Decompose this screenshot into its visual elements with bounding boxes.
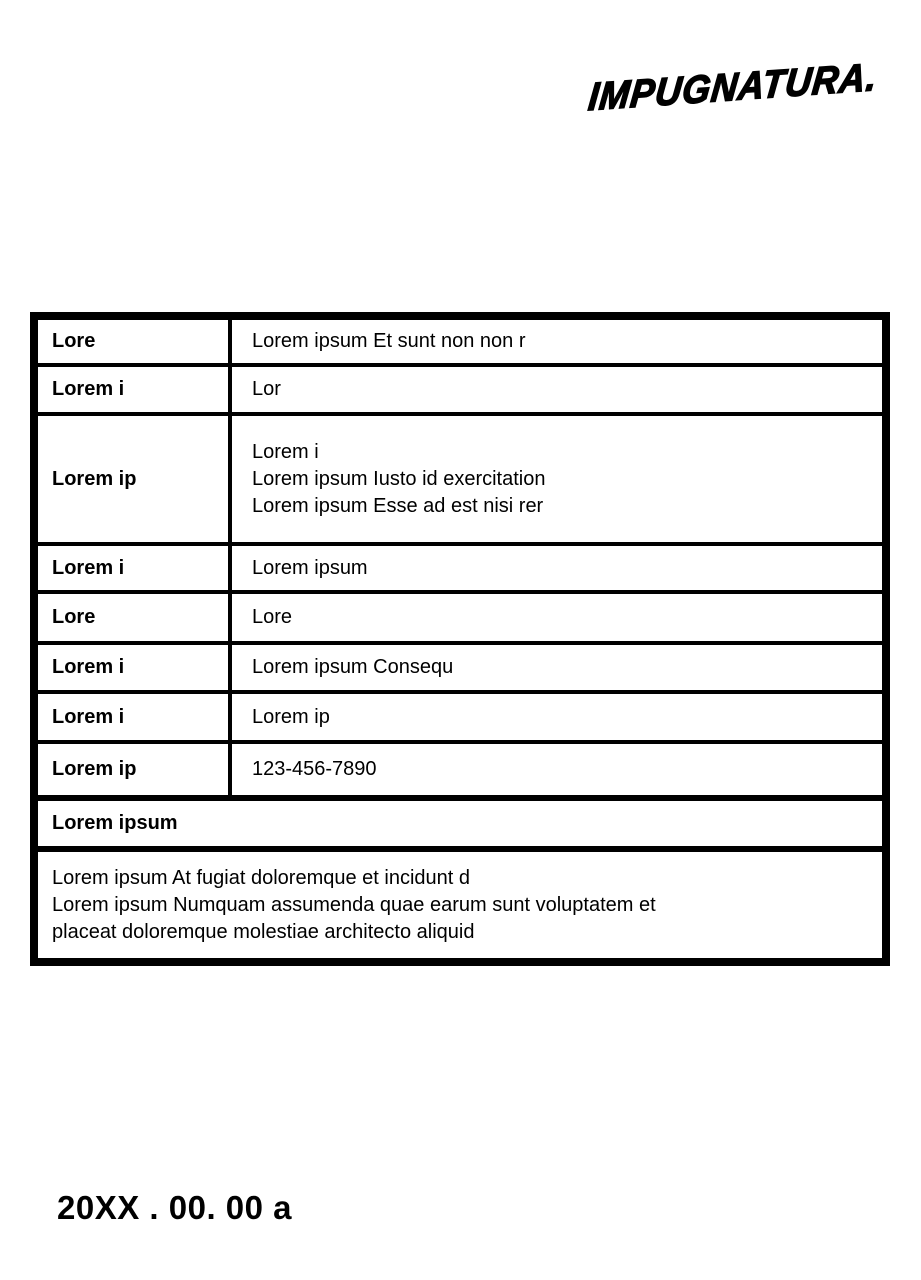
brand-logo: IMPUGNATURA.	[586, 54, 880, 119]
row-value	[232, 645, 882, 690]
row-value-line: Lorem i	[252, 440, 319, 463]
row-label: Lorem i	[38, 694, 232, 740]
row-label: Lorem i	[38, 367, 232, 412]
row-value	[232, 320, 882, 363]
row-value-text: Lor	[252, 378, 281, 400]
table-row	[38, 694, 882, 744]
note-line: placeat doloremque molestiae architecto aliquid	[52, 920, 475, 943]
table-row	[38, 416, 882, 546]
row-value-text: Lorem ip	[252, 705, 330, 728]
row-value-phone	[232, 744, 882, 795]
row-label: Lore	[38, 594, 232, 641]
row-value-text: Lorem ipsum Consequ	[252, 656, 454, 678]
table-row	[38, 367, 882, 416]
row-label: Lorem i	[38, 645, 232, 690]
phone-number-text: 123-456-7890	[252, 758, 377, 780]
row-value-text: Lorem ipsum	[252, 556, 368, 579]
row-label: Lorem i	[38, 546, 232, 590]
row-label: Lorem ip	[38, 416, 232, 542]
table-row-phone	[38, 744, 882, 801]
table-row	[38, 645, 882, 694]
row-value-text: Lore	[252, 606, 293, 628]
row-value	[232, 546, 882, 590]
row-value-line: Lorem ipsum Iusto id exercitation	[252, 467, 546, 490]
table-note	[38, 852, 882, 958]
row-value	[232, 594, 882, 641]
note-line: Lorem ipsum At fugiat doloremque et incidunt d	[52, 866, 471, 889]
row-value	[232, 416, 882, 542]
row-label: Lore	[38, 320, 232, 363]
row-value	[232, 367, 882, 412]
row-value-text: Lorem ipsum Et sunt non non r	[252, 330, 526, 352]
row-label: Lorem ip	[38, 744, 232, 795]
footer-date: 20XX . 00. 00 a	[57, 1189, 293, 1226]
table-row	[38, 546, 882, 594]
note-line: Lorem ipsum Numquam assumenda quae earum sunt voluptatem et	[52, 893, 656, 916]
table-row	[38, 320, 882, 367]
table-row	[38, 594, 882, 645]
table-section-header: Lorem ipsum	[38, 801, 882, 852]
row-value	[232, 694, 882, 740]
row-value-line: Lorem ipsum Esse ad est nisi rer	[252, 494, 544, 517]
info-table	[30, 312, 890, 966]
